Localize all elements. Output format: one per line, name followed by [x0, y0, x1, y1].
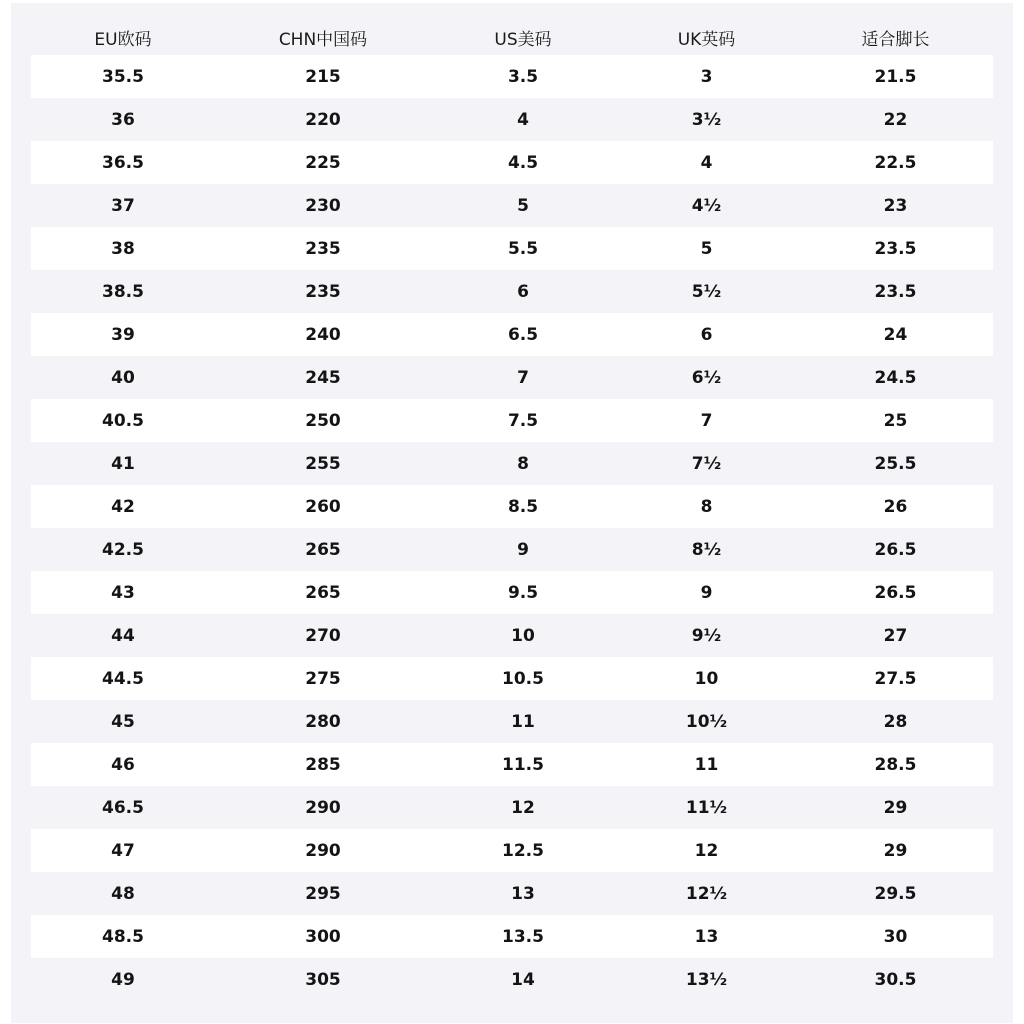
foot-length-cell: 27 [883, 625, 908, 646]
foot-length-cell: 23.5 [874, 238, 917, 259]
uk-size-cell: 4 [700, 152, 713, 173]
chn-size-cell: 215 [305, 66, 341, 87]
table-row [31, 786, 993, 829]
header-chn-size: CHN中国码 [278, 29, 368, 50]
chn-size-cell: 260 [305, 496, 341, 517]
foot-length-cell: 24.5 [874, 367, 917, 388]
table-row [31, 184, 993, 227]
chn-size-cell: 255 [305, 453, 341, 474]
chn-size-cell: 265 [305, 582, 341, 603]
table-row [31, 915, 993, 958]
table-body [31, 55, 993, 1001]
eu-size-cell: 43 [111, 582, 135, 603]
us-size-cell: 12.5 [502, 840, 544, 861]
us-size-cell: 4 [517, 109, 529, 130]
chn-size-cell: 235 [305, 281, 341, 302]
table-row [31, 958, 993, 1001]
table-header [31, 17, 993, 57]
us-size-cell: 11 [511, 711, 535, 732]
table-row [31, 313, 993, 356]
table-row [31, 614, 993, 657]
chn-size-cell: 245 [305, 367, 341, 388]
foot-length-cell: 26 [883, 496, 908, 517]
foot-length-cell: 22 [883, 109, 908, 130]
table-row [31, 399, 993, 442]
chn-size-cell: 295 [305, 883, 341, 904]
eu-size-cell: 49 [111, 969, 135, 990]
foot-length-cell: 24 [883, 324, 908, 345]
uk-size-cell: 3½ [691, 109, 722, 130]
eu-size-cell: 38 [111, 238, 135, 259]
eu-size-cell: 36.5 [102, 152, 144, 173]
uk-size-cell: 7 [700, 410, 713, 431]
uk-size-cell: 8 [700, 496, 713, 517]
table-row [31, 141, 993, 184]
eu-size-cell: 48.5 [102, 926, 144, 947]
eu-size-cell: 35.5 [102, 66, 144, 87]
chn-size-cell: 280 [305, 711, 341, 732]
uk-size-cell: 6 [700, 324, 713, 345]
us-size-cell: 7.5 [507, 410, 539, 431]
eu-size-cell: 40 [111, 367, 135, 388]
us-size-cell: 8 [517, 453, 529, 474]
us-size-cell: 6.5 [507, 324, 539, 345]
size-chart-table [11, 3, 1013, 1023]
header-eu-size: EU欧码 [94, 29, 152, 50]
table-row [31, 442, 993, 485]
chn-size-cell: 270 [305, 625, 341, 646]
foot-length-cell: 27.5 [874, 668, 917, 689]
chn-size-cell: 250 [305, 410, 341, 431]
uk-size-cell: 8½ [691, 539, 722, 560]
foot-length-cell: 29 [883, 797, 908, 818]
uk-size-cell: 12½ [685, 883, 728, 904]
table-row [31, 571, 993, 614]
chn-size-cell: 290 [305, 840, 341, 861]
eu-size-cell: 46.5 [102, 797, 144, 818]
chn-size-cell: 265 [305, 539, 341, 560]
eu-size-cell: 45 [111, 711, 135, 732]
us-size-cell: 13.5 [502, 926, 544, 947]
us-size-cell: 3.5 [507, 66, 539, 87]
uk-size-cell: 11½ [685, 797, 728, 818]
table-row [31, 657, 993, 700]
eu-size-cell: 40.5 [102, 410, 144, 431]
eu-size-cell: 41 [111, 453, 135, 474]
uk-size-cell: 4½ [691, 195, 722, 216]
chn-size-cell: 230 [305, 195, 341, 216]
chn-size-cell: 285 [305, 754, 341, 775]
table-row [31, 528, 993, 571]
table-row [31, 227, 993, 270]
us-size-cell: 13 [511, 883, 535, 904]
foot-length-cell: 21.5 [874, 66, 917, 87]
foot-length-cell: 23.5 [874, 281, 917, 302]
us-size-cell: 4.5 [507, 152, 539, 173]
chn-size-cell: 240 [305, 324, 341, 345]
eu-size-cell: 39 [111, 324, 135, 345]
foot-length-cell: 29 [883, 840, 908, 861]
us-size-cell: 7 [517, 367, 529, 388]
uk-size-cell: 9 [700, 582, 713, 603]
header-uk-size: UK英码 [677, 29, 736, 50]
chn-size-cell: 220 [305, 109, 341, 130]
header-us-size: US美码 [494, 29, 552, 50]
foot-length-cell: 25 [883, 410, 908, 431]
table-row [31, 270, 993, 313]
eu-size-cell: 44.5 [102, 668, 144, 689]
table-row [31, 55, 993, 98]
foot-length-cell: 23 [883, 195, 908, 216]
uk-size-cell: 3 [700, 66, 713, 87]
eu-size-cell: 47 [111, 840, 135, 861]
uk-size-cell: 7½ [691, 453, 722, 474]
foot-length-cell: 30.5 [874, 969, 917, 990]
foot-length-cell: 25.5 [874, 453, 917, 474]
chn-size-cell: 305 [305, 969, 341, 990]
foot-length-cell: 26.5 [874, 539, 917, 560]
chn-size-cell: 225 [305, 152, 341, 173]
uk-size-cell: 5½ [691, 281, 722, 302]
foot-length-cell: 28.5 [874, 754, 917, 775]
eu-size-cell: 42.5 [102, 539, 144, 560]
foot-length-cell: 30 [883, 926, 908, 947]
header-foot-length: 适合脚长 [861, 29, 930, 50]
us-size-cell: 14 [511, 969, 535, 990]
us-size-cell: 11.5 [502, 754, 544, 775]
eu-size-cell: 38.5 [102, 281, 144, 302]
eu-size-cell: 46 [111, 754, 135, 775]
uk-size-cell: 6½ [691, 367, 722, 388]
foot-length-cell: 22.5 [874, 152, 917, 173]
us-size-cell: 5 [517, 195, 529, 216]
chn-size-cell: 275 [305, 668, 341, 689]
uk-size-cell: 10½ [685, 711, 728, 732]
eu-size-cell: 48 [111, 883, 135, 904]
uk-size-cell: 11 [694, 754, 719, 775]
chn-size-cell: 300 [305, 926, 341, 947]
table-row [31, 829, 993, 872]
foot-length-cell: 28 [883, 711, 908, 732]
table-row [31, 485, 993, 528]
uk-size-cell: 13 [694, 926, 719, 947]
us-size-cell: 10.5 [502, 668, 544, 689]
eu-size-cell: 44 [111, 625, 135, 646]
table-row [31, 98, 993, 141]
uk-size-cell: 12 [694, 840, 719, 861]
chn-size-cell: 235 [305, 238, 341, 259]
us-size-cell: 12 [511, 797, 535, 818]
foot-length-cell: 26.5 [874, 582, 917, 603]
uk-size-cell: 9½ [691, 625, 722, 646]
uk-size-cell: 10 [694, 668, 719, 689]
us-size-cell: 6 [517, 281, 529, 302]
eu-size-cell: 37 [111, 195, 135, 216]
table-row [31, 872, 993, 915]
us-size-cell: 9.5 [507, 582, 539, 603]
uk-size-cell: 13½ [685, 969, 728, 990]
table-row [31, 356, 993, 399]
chn-size-cell: 290 [305, 797, 341, 818]
eu-size-cell: 42 [111, 496, 135, 517]
uk-size-cell: 5 [700, 238, 713, 259]
table-row [31, 700, 993, 743]
us-size-cell: 9 [517, 539, 529, 560]
us-size-cell: 5.5 [507, 238, 539, 259]
us-size-cell: 8.5 [507, 496, 539, 517]
eu-size-cell: 36 [111, 109, 135, 130]
foot-length-cell: 29.5 [874, 883, 917, 904]
table-row [31, 743, 993, 786]
us-size-cell: 10 [511, 625, 535, 646]
